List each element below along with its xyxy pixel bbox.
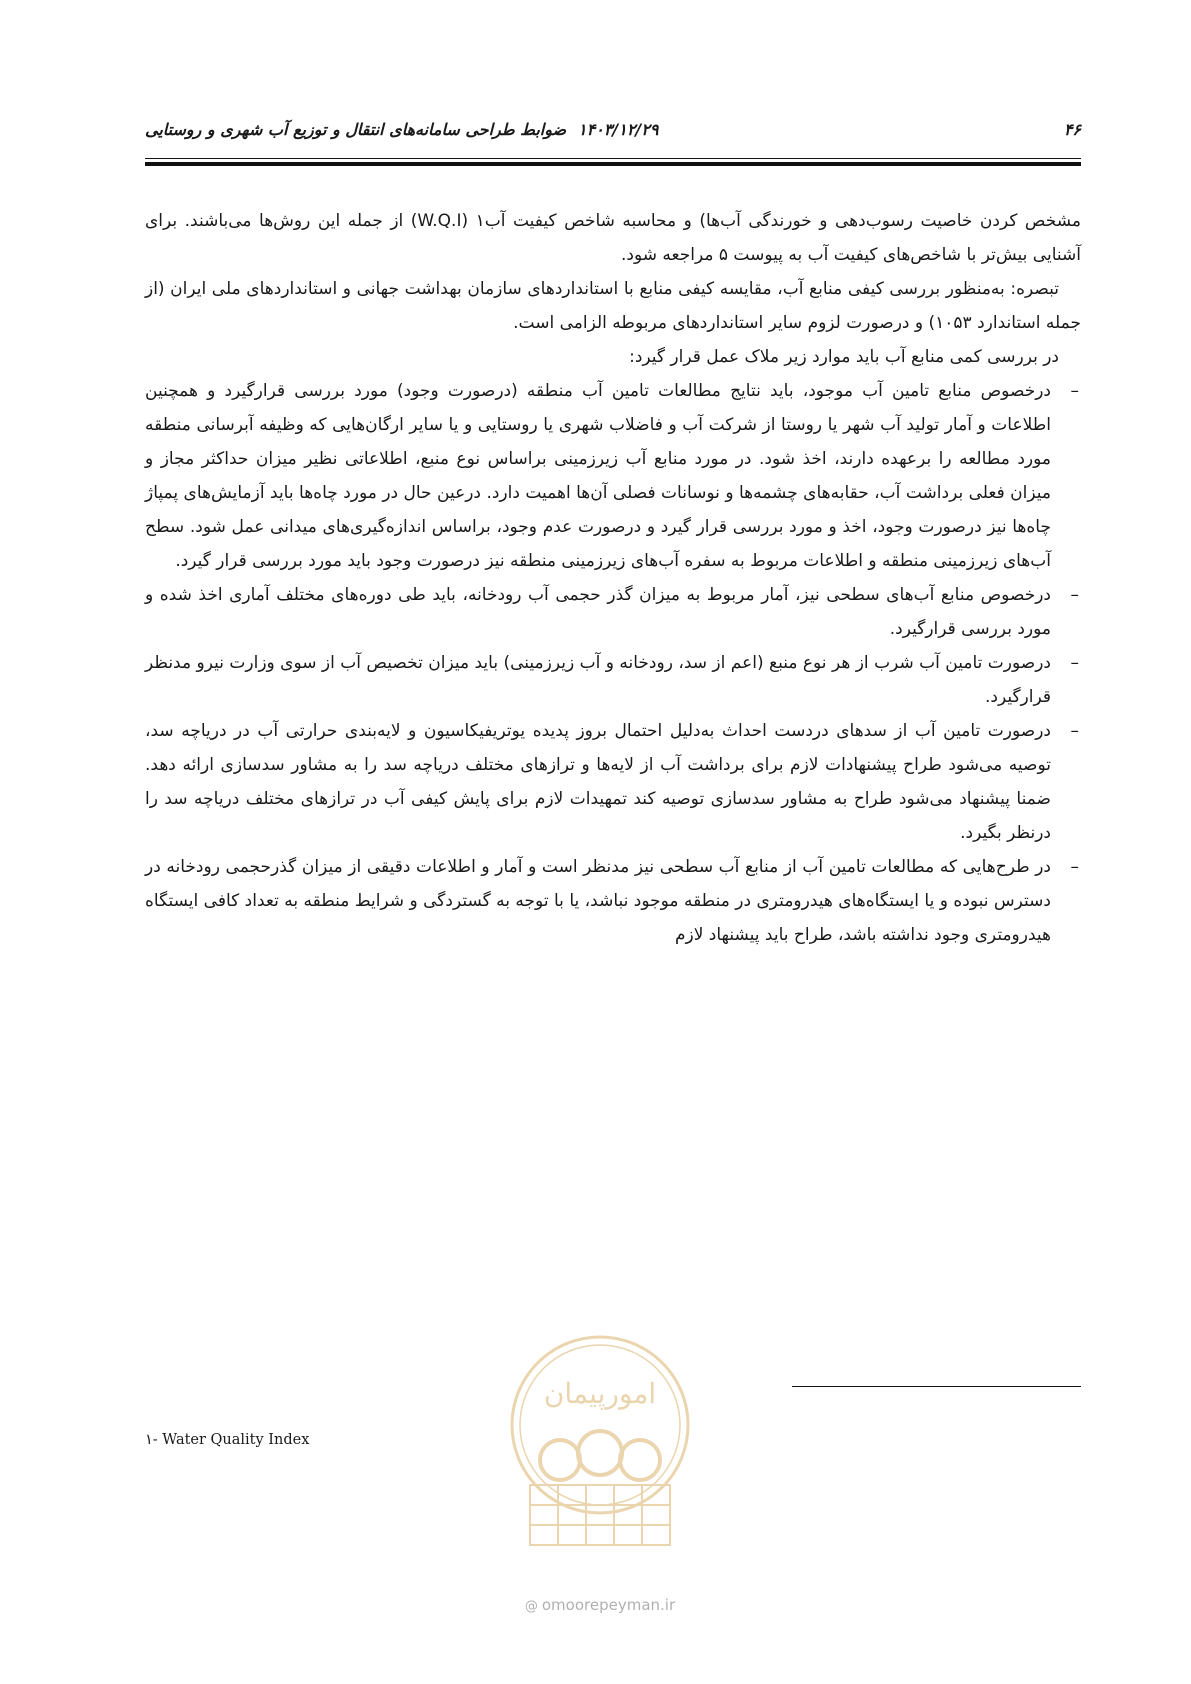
bullet-dash: – <box>1070 381 1079 401</box>
list-item-text: درخصوص منابع تامین آب موجود، باید نتایج مطالعات تامین آب منطقه (درصورت وجود) مورد بررسی قرارگیرد و همچنین اطلاعات و آمار تولید آب شهر یا روستا از شرکت آب و فاضلاب شهری یا روستایی و یا سایر ارگان‌هایی که وظیفه آبرسانی منطقه مورد مطالعه را برعهده دارند، اخذ شود. در مورد منابع آب زیرزمینی براساس نوع منبع، اطلاعاتی نظیر میزان حداکثر مجاز و میزان فعلی برداشت آب، حقابه‌های چشمه‌ها و نوسانات فصلی آن‌ها اهمیت دارد. درعین حال در مورد چاه‌ها باید آزمایش‌های پمپاژ چاه‌ها نیز درصورت وجود، اخذ و مورد بررسی قرار گیرد و درصورت عدم وجود، براساس اندازه‌گیری‌های میدانی عمل شود. سطح آب‌های زیرزمینی منطقه و اطلاعات مربوط به سفره آب‌های زیرزمینی منطقه نیز درصورت وجود باید مورد بررسی قرار گیرد. <box>145 381 1051 571</box>
page-header <box>145 120 1081 162</box>
list-item <box>145 850 1081 952</box>
list-item <box>145 374 1081 578</box>
document-body <box>145 204 1081 952</box>
list-item-text: در طرح‌هایی که مطالعات تامین آب از منابع آب سطحی نیز مدنظر است و آمار و اطلاعات دقیقی از میزان گذرحجمی رودخانه در دسترس نبوده و یا ایستگاه‌های هیدرومتری در منطقه موجود نباشد، یا با توجه به گستردگی و شرایط منطقه به تعداد کافی ایستگاه هیدرومتری وجود نداشته باشد، طراح باید پیشنهاد لازم <box>145 857 1051 945</box>
bullet-dash: – <box>1070 653 1079 673</box>
header-rule-thin <box>145 158 1081 159</box>
at-icon: @ <box>524 1599 538 1614</box>
bullet-dash: – <box>1070 721 1079 741</box>
footnote-rule <box>792 1386 1081 1387</box>
list-item-text: درخصوص منابع آب‌های سطحی نیز، آمار مربوط به میزان گذر حجمی آب رودخانه، باید طی دوره‌های مختلف آماری اخذ شده و مورد بررسی قرارگیرد. <box>145 585 1051 639</box>
list-item-text: درصورت تامین آب از سدهای دردست احداث به‌دلیل احتمال بروز پدیده یوتریفیکاسیون و لایه‌بندی حرارتی آب در دریاچه سد، توصیه می‌شود طراح پیشنهادات لازم برای برداشت آب از لایه‌ها و ترازهای مختلف دریاچه سد را به مشاور سدسازی ارائه دهد. ضمنا پیشنهاد می‌شود طراح به مشاور سدسازی توصیه کند تمهیدات لازم برای پایش کیفی آب در ترازهای مختلف دریاچه سد را درنظر بگیرد. <box>145 721 1051 843</box>
watermark-logo <box>490 1325 710 1575</box>
list-item <box>145 714 1081 850</box>
paragraph-note: تبصره: به‌منظور بررسی کیفی منابع آب، مقایسه کیفی منابع با استانداردهای سازمان بهداشت جهانی و استانداردهای ملی ایران (از جمله استاندارد ۱۰۵۳) و درصورت لزوم سایر استانداردهای مربوطه الزامی است. <box>145 279 1081 333</box>
list-item-text: درصورت تامین آب شرب از هر نوع منبع (اعم از سد، رودخانه و آب زیرزمینی) باید میزان تخصیص آب از سوی وزارت نیرو مدنظر قرارگیرد. <box>145 653 1051 707</box>
header-title: ضوابط طراحی سامانه‌های انتقال و توزیع آب شهری و روستایی <box>145 120 567 139</box>
footnote: ۱- Water Quality Index <box>145 1432 310 1448</box>
page-number: ۴۶ <box>1063 120 1081 139</box>
header-rule-thick <box>145 162 1081 166</box>
bullet-list <box>145 374 1081 952</box>
watermark-logo-text: امورپیمان <box>543 1377 657 1410</box>
list-item <box>145 578 1081 646</box>
list-item <box>145 646 1081 714</box>
paragraph: مشخص کردن خاصیت رسوب‌دهی و خورندگی آب‌ها) و محاسبه شاخص کیفیت آب۱ (W.Q.I) از جمله این روش‌ها می‌باشند. برای آشنایی بیش‌تر با شاخص‌های کیفیت آب به پیوست ۵ مراجعه شود. <box>145 211 1081 265</box>
watermark-url: @ omoorepeyman.ir <box>524 1596 676 1614</box>
header-date: ۱۴۰۳/۱۲/۲۹ <box>578 120 659 139</box>
bullet-dash: – <box>1070 857 1079 877</box>
bullet-dash: – <box>1070 585 1079 605</box>
paragraph: در بررسی کمی منابع آب باید موارد زیر ملاک عمل قرار گیرد: <box>629 347 1059 367</box>
